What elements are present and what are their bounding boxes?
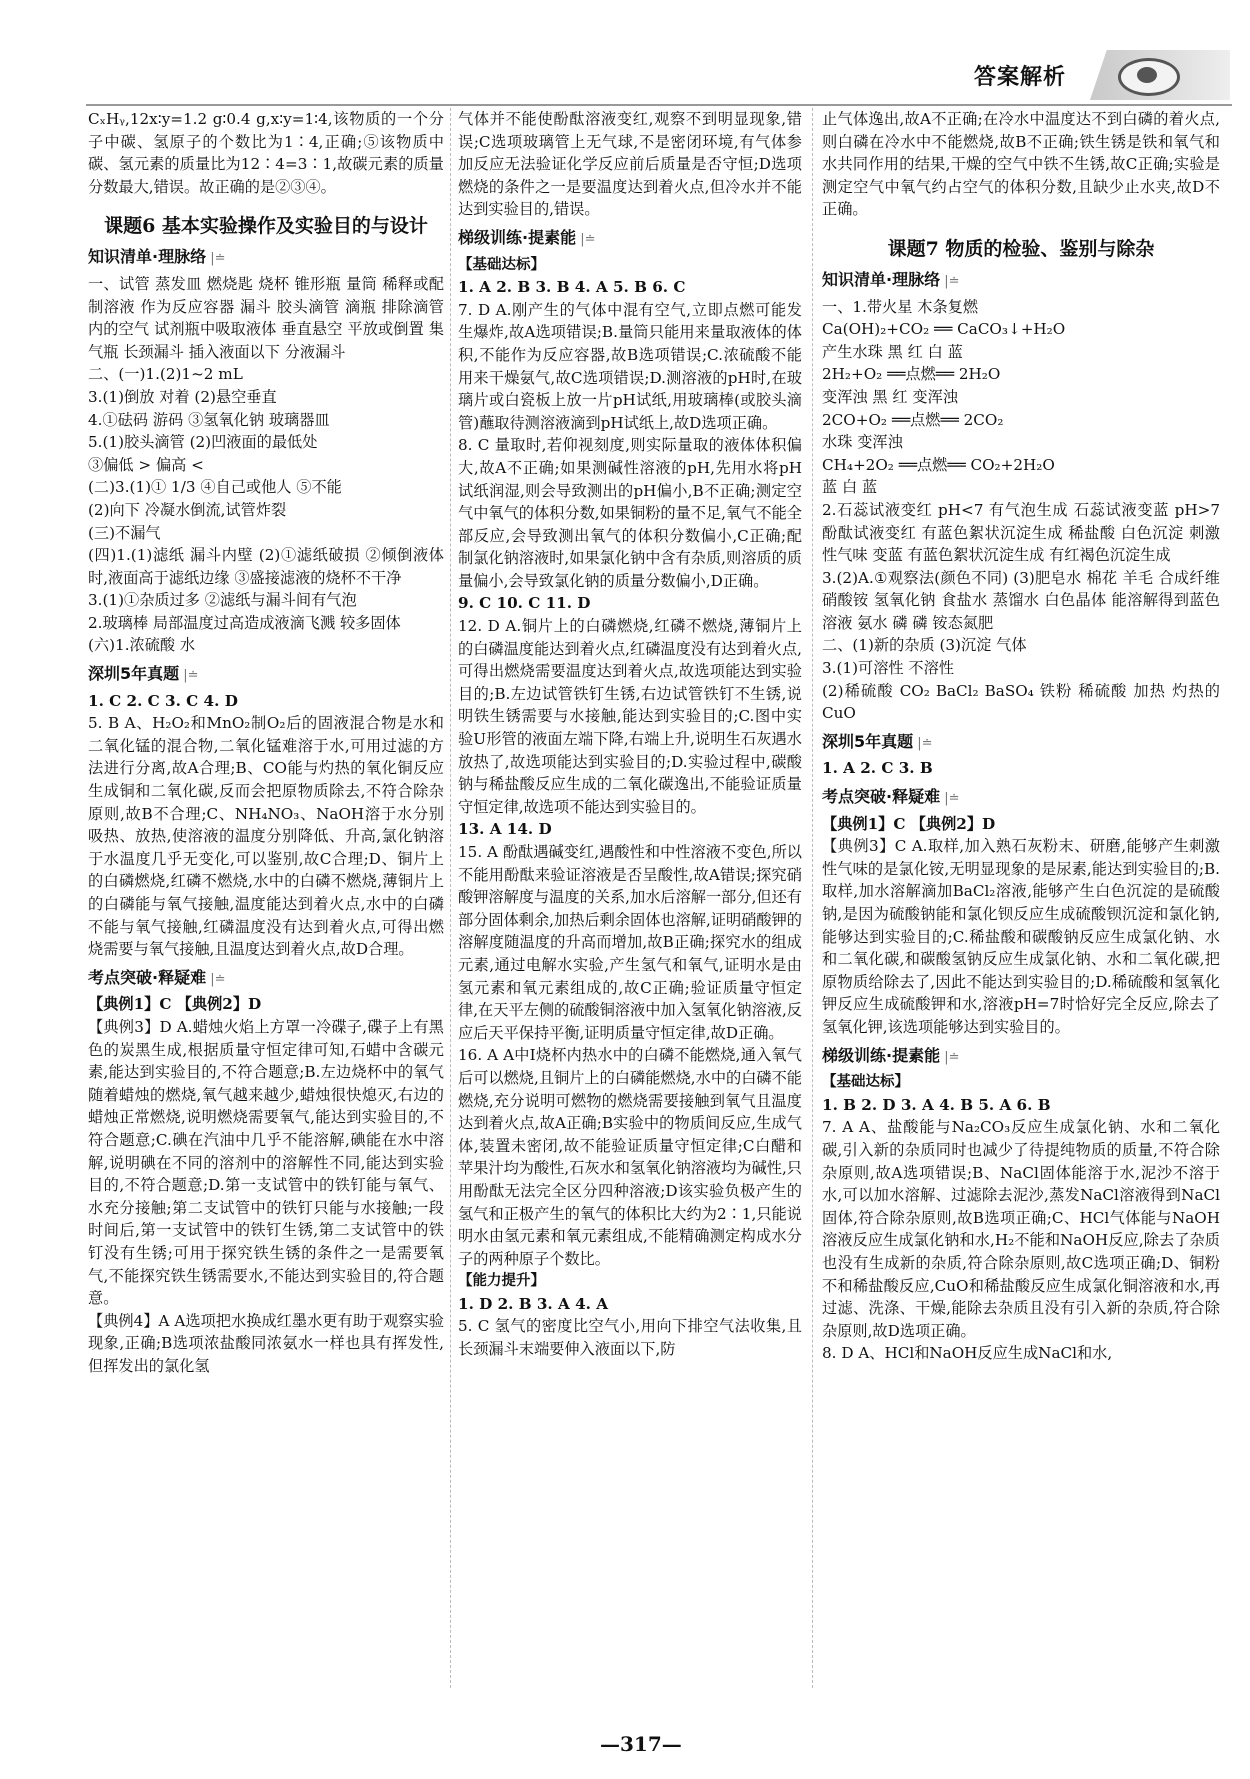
lesson-6-title: 课题6 基本实验操作及实验目的与设计 <box>104 215 428 238</box>
answer-text: 【典例1】C 【典例2】D <box>822 814 996 833</box>
answer-text: ③偏低 > 偏高 < <box>88 455 204 474</box>
answer-text: 5. C 氢气的密度比空气小,用向下排空气法收集,且长颈漏斗末端要伸入液面以下,防 <box>458 1317 802 1359</box>
page-number: —317— <box>600 1732 682 1756</box>
answer-text: 4.①砝码 游码 ③氢氧化钠 玻璃器皿 <box>88 410 330 429</box>
answer-text: (2)稀硫酸 CO₂ BaCl₂ BaSO₄ 铁粉 稀硫酸 加热 灼热的CuO <box>822 681 1220 723</box>
lesson-7-title: 课题7 物质的检验、鉴别与除杂 <box>887 237 1155 260</box>
answer-text: 【典例3】D A.蜡烛火焰上方罩一冷碟子,碟子上有黑色的炭黑生成,根据质量守恒定律可知,石蜡中含碳元素,能达到实验目的,不符合题意;B.左边烧杯中的氧气随着蜡烛的燃烧,氧气越来越少,蜡烛很快熄灭,右边的蜡烛正常燃烧,说明燃烧需要氧气,能达到实验目的,不符合题意;C.碘在汽油中几乎不能溶解,碘能在水中溶解,说明碘在不同的溶剂中的溶解性不同,能达到实验目的,不符合题意;D.第一支试管中的铁钉能与氧气、水充分接触;第二支试管中的铁钉只能与水接触;一段时间后,第一支试管中的铁钉生锈,第二支试管中的铁钉没有生锈;可用于探究铁生锈的条件之一是需要氧气,不能探究铁生锈需要水,不能达到实验目的,符合题意。 <box>88 1017 444 1308</box>
answer-text: 5. B A、H₂O₂和MnO₂制O₂后的固液混合物是水和二氧化锰的混合物,二氧化锰难溶于水,可用过滤的方法进行分离,故A合理;B、CO能与灼热的氧化铜反应生成铜和二氧化碳,反而会把原物质除去,不符合除杂原则,故B不合理;C、NH₄NO₃、NaOH溶于水分别吸热、放热,使溶液的温度分别降低、升高,氯化钠溶于水温度几乎无变化,可以鉴别,故C合理;D、铜片上的白磷燃烧,红磷不燃烧,水中的白磷不燃烧,薄铜片上的白磷能与氧气接触,温度能达到着火点,水中的白磷不能与氧气接触,红磷温度没有达到着火点,可得出燃烧需要与氧气接触,且温度达到着火点,故D合理。 <box>88 714 444 959</box>
answer-text: 【典例4】A A选项把水换成红墨水更有助于观察实验现象,正确;B选项浓盐酸同浓氨水一样也具有挥发性,但挥发出的氯化氢 <box>88 1311 444 1375</box>
answer-text: 13. A 14. D <box>458 820 552 839</box>
section-shenzhen-exams: 深圳5年真题 |≐ <box>88 663 444 688</box>
section-graded-training: 梯级训练·提素能 |≐ <box>458 227 802 252</box>
header-rule <box>86 104 1232 106</box>
answer-text: 2.玻璃棒 局部温度过高造成液滴飞溅 较多固体 <box>88 613 401 632</box>
section-graded-training: 梯级训练·提素能 |≐ <box>822 1045 1220 1070</box>
answer-text: 3.(2)A.①观察法(颜色不同) (3)肥皂水 棉花 羊毛 合成纤维 硝酸铵 氢氧化钠 食盐水 蒸馏水 白色晶体 能溶解得到蓝色溶液 氨水 磷 磷 铵态氮肥 <box>822 568 1220 632</box>
answer-text: 【典例3】C A.取样,加入熟石灰粉末、研磨,能够产生刺激性气味的是氯化铵,无明显现象的是尿素,能达到实验目的;B.取样,加水溶解滴加BaCl₂溶液,能够产生白色沉淀的是硫酸钠,是因为硫酸钠能和氯化钡反应生成硫酸钡沉淀和氯化钠,能够达到实验目的;C.稀盐酸和碳酸钠反应生成氯化钠、水和二氧化碳,和碳酸氢钠反应生成氯化钠、水和二氧化碳,把原物质给除去了,因此不能达到实验目的;D.稀硫酸和氢氧化钾反应生成硫酸钾和水,溶液pH=7时恰好完全反应,除去了氢氧化钾,该选项能够达到实验目的。 <box>822 837 1220 1036</box>
column-1 <box>88 108 444 1377</box>
answer-text: 变浑浊 黑 红 变浑浊 <box>822 387 958 406</box>
answer-text: (六)1.浓硫酸 水 <box>88 636 196 655</box>
answer-text: 一、1.带火星 木条复燃 <box>822 297 979 316</box>
column-2 <box>458 108 802 1361</box>
answer-text: 7. D A.刚产生的气体中混有空气,立即点燃可能发生爆炸,故A选项错误;B.量筒只能用来量取液体的体积,不能作为反应容器,故B选项错误;C.浓硫酸不能用来干燥氨气,故C选项错误;D.测溶液的pH时,在玻璃片或白瓷板上放一片pH试纸,用玻璃棒(或胶头滴管)蘸取待测溶液滴到pH试纸上,故D选项正确。 <box>458 300 802 432</box>
answer-text: 止气体逸出,故A不正确;在冷水中温度达不到白磷的着火点,则白磷在冷水中不能燃烧,故B不正确;铁生锈是铁和氧气和水共同作用的结果,干燥的空气中铁不生锈,故C正确;实验是测定空气中氧气约占空气的体积分数,且缺少止水夹,故D不正确。 <box>822 110 1220 219</box>
section-shenzhen-exams: 深圳5年真题 |≐ <box>822 731 1220 756</box>
answer-text: 1. A 2. C 3. B <box>822 759 933 778</box>
answer-text: 二、(1)新的杂质 (3)沉淀 气体 <box>822 636 1027 655</box>
header-logo-icon <box>1118 58 1180 96</box>
equation: CH₄+2O₂ ══点燃══ CO₂+2H₂O <box>822 455 1055 474</box>
column-separator-1 <box>450 108 451 1688</box>
equation: 2CO+O₂ ══点燃══ 2CO₂ <box>822 410 1004 429</box>
answer-text: 3.(1)倒放 对着 (2)悬空垂直 <box>88 387 277 406</box>
answer-text: 二、(一)1.(2)1~2 mL <box>88 365 243 384</box>
section-knowledge-list: 知识清单·理脉络 |≐ <box>822 269 1220 294</box>
answer-text: 蓝 白 蓝 <box>822 478 878 497</box>
subsection-ability: 【能力提升】 <box>458 1273 545 1290</box>
answer-text: 3.(1)①杂质过多 ②滤纸与漏斗间有气泡 <box>88 591 357 610</box>
answer-text: 1. D 2. B 3. A 4. A <box>458 1294 609 1313</box>
answer-text: CₓHᵧ,12x∶y=1.2 g∶0.4 g,x∶y=1∶4,该物质的一个分子中碳、氢原子的个数比为1∶4,正确;⑤该物质中碳、氢元素的质量比为12∶4=3∶1,故碳元素的质量分数最大,错误。故正确的是②③④。 <box>88 110 444 196</box>
answer-text: 1. C 2. C 3. C 4. D <box>88 691 238 710</box>
header-title: 答案解析 <box>974 65 1067 90</box>
answer-text: 8. D A、HCl和NaOH反应生成NaCl和水, <box>822 1344 1113 1363</box>
answer-text: 1. B 2. D 3. A 4. B 5. A 6. B <box>822 1095 1051 1114</box>
answer-text: (四)1.(1)滤纸 漏斗内壁 (2)①滤纸破损 ②倾倒液体时,液面高于滤纸边缘 ③盛接滤液的烧杯不干净 <box>88 546 444 587</box>
answer-text: 12. D A.铜片上的白磷燃烧,红磷不燃烧,薄铜片上的白磷温度能达到着火点,红磷温度没有达到着火点,可得出燃烧需要温度达到着火点,故选项能达到实验目的;B.左边试管铁钉生锈,右边试管铁钉不生锈,说明铁生锈需要与水接触,能达到实验目的;C.图中实验U形管的液面左端下降,右端上升,说明生石灰遇水放热了,故选项能达到实验目的;D.实验过程中,碳酸钠与稀盐酸反应生成的二氧化碳逸出,不能验证质量守恒定律,故选项不能达到实验目的。 <box>458 617 802 816</box>
answer-text: 【典例1】C 【典例2】D <box>88 995 262 1014</box>
answer-text: (三)不漏气 <box>88 523 161 542</box>
subsection-basic: 【基础达标】 <box>822 1074 909 1091</box>
answer-text: 产生水珠 黑 红 白 蓝 <box>822 342 963 361</box>
answer-text: 9. C 10. C 11. D <box>458 594 591 613</box>
answer-text: 7. A A、盐酸能与Na₂CO₃反应生成氯化钠、水和二氧化碳,引入新的杂质同时也减少了待提纯物质的质量,不符合除杂原则,故A选项错误;B、NaCl固体能溶于水,泥沙不溶于水,可以加水溶解、过滤除去泥沙,蒸发NaCl溶液得到NaCl固体,符合除杂原则,故B选项正确;C、HCl气体能与NaOH溶液反应生成氯化钠和水,H₂不能和NaOH反应,除去了杂质也没有生成新的杂质,符合除杂原则,故C选项正确;D、铜粉不和稀盐酸反应,CuO和稀盐酸反应生成氯化铜溶液和水,再过滤、洗涤、干燥,能除去杂质且没有引入新的杂质,符合除杂原则,故D选项正确。 <box>822 1118 1220 1340</box>
section-key-points: 考点突破·释疑难 |≐ <box>88 967 444 992</box>
section-knowledge-list: 知识清单·理脉络 |≐ <box>88 246 444 271</box>
answer-text: (2)向下 冷凝水倒流,试管炸裂 <box>88 500 287 519</box>
equation: Ca(OH)₂+CO₂ ══ CaCO₃↓+H₂O <box>822 320 1066 339</box>
answer-text: 2.石蕊试液变红 pH<7 有气泡生成 石蕊试液变蓝 pH>7 酚酞试液变红 有蓝色絮状沉淀生成 稀盐酸 白色沉淀 刺激性气味 变蓝 有蓝色絮状沉淀生成 有红褐色沉淀生成 <box>822 500 1220 565</box>
answer-text: 16. A A中Ⅰ烧杯内热水中的白磷不能燃烧,通入氧气后可以燃烧,且铜片上的白磷能燃烧,水中的白磷不能燃烧,充分说明可燃物的燃烧需要接触到氧气且温度达到着火点,故A正确;B实验中的物质间反应,生成气体,装置未密闭,故不能验证质量守恒定律;C白醋和苹果汁均为酸性,石灰水和氢氧化钠溶液均为碱性,只用酚酞无法完全区分四种溶液;D该实验负极产生的氢气和正极产生的氧气的体积比大约为2∶1,只能说明水由氢元素和氧元素组成,不能精确测定构成水分子的两种原子个数比。 <box>458 1046 802 1268</box>
equation: 2H₂+O₂ ══点燃══ 2H₂O <box>822 365 1001 384</box>
answer-text: 8. C 量取时,若仰视刻度,则实际量取的液体体积偏大,故A不正确;如果测碱性溶液的pH,先用水将pH试纸润湿,则会导致测出的pH偏小,B不正确;测定空气中氧气的体积分数,如果铜粉的量不足,氧气不能全部反应,会导致测出氧气的体积分数偏小,C正确;配制氯化钠溶液时,如果氯化钠中含有杂质,则溶质的质量偏小,会导致氯化钠的质量分数偏小,D正确。 <box>458 436 802 590</box>
section-key-points: 考点突破·释疑难 |≐ <box>822 786 1220 811</box>
answer-text: 一、试管 蒸发皿 燃烧匙 烧杯 锥形瓶 量筒 稀释或配制溶液 作为反应容器 漏斗 胶头滴管 滴瓶 排除滴管内的空气 试剂瓶中吸取液体 垂直悬空 平放或倒置 集气瓶 长颈漏斗 插入液面以下 分液漏斗 <box>88 274 444 361</box>
subsection-basic: 【基础达标】 <box>458 256 545 273</box>
answer-text: 1. A 2. B 3. B 4. A 5. B 6. C <box>458 278 686 297</box>
column-separator-2 <box>812 108 813 1688</box>
answer-text: 5.(1)胶头滴管 (2)凹液面的最低处 <box>88 433 318 452</box>
answer-text: 气体并不能使酚酞溶液变红,观察不到明显现象,错误;C选项玻璃管上无气球,不是密闭环境,有气体参加反应无法验证化学反应前后质量是否守恒;D选项燃烧的条件之一是要温度达到着火点,但冷水并不能达到实验目的,错误。 <box>458 110 802 219</box>
column-3 <box>822 108 1220 1365</box>
answer-text: 3.(1)可溶性 不溶性 <box>822 659 954 678</box>
answer-text: 水珠 变浑浊 <box>822 433 903 452</box>
answer-text: 15. A 酚酞遇碱变红,遇酸性和中性溶液不变色,所以不能用酚酞来验证溶液是否呈酸性,故A错误;探究硝酸钾溶解度与温度的关系,加水后溶解一部分,但还有部分固体剩余,加热后剩余固体也溶解,证明硝酸钾的溶解度随温度的升高而增加,故B正确;探究水的组成元素,通过电解水实验,产生氢气和氧气,证明水是由氢元素和氧元素组成的,故C正确;验证质量守恒定律,在天平左侧的硫酸铜溶液中加入氢氧化钠溶液,反应后天平保持平衡,证明质量守恒定律,故D正确。 <box>458 843 802 1042</box>
answer-text: (二)3.(1)① 1/3 ④自己或他人 ⑤不能 <box>88 478 342 497</box>
